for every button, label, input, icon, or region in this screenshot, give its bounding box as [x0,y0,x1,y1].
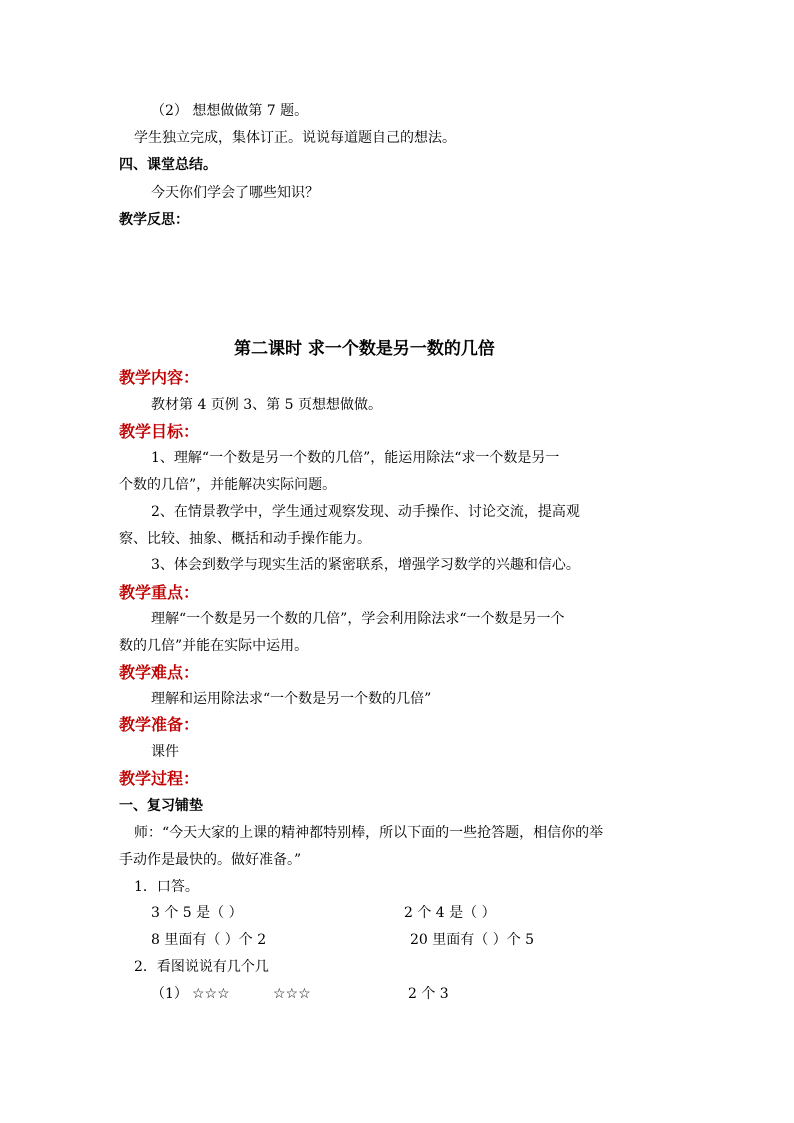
teacher-speech-line-1: 师：“今天大家的上课的精神都特别棒，所以下面的一些抢答题，相信你的举 [134,825,604,841]
question-2-item-label: （1） [151,986,188,1002]
question-2-label: 2．看图说说有几个几 [134,959,269,975]
goals-heading: 教学目标： [119,422,200,441]
key-point-heading: 教学重点： [119,583,200,602]
exercise-item-2: （2） 想想做做第 7 题。 [151,103,309,119]
question-2-answer: 2 个 3 [408,986,449,1002]
section-heading-summary: 四、课堂总结。 [119,157,217,173]
goal-1-line-2: 个数的几倍”，并能解决实际问题。 [119,477,337,493]
key-point-line-1: 理解“一个数是另一个数的几倍”，学会利用除法求“一个数是另一个 [151,611,565,627]
goal-2-line-2: 察、比较、抽象、概括和动手操作能力。 [119,531,371,547]
summary-question: 今天你们学会了哪些知识？ [151,185,319,201]
review-heading: 一、复习铺垫 [119,798,203,814]
difficulty-text: 理解和运用除法求“一个数是另一个数的几倍” [151,691,432,707]
process-heading: 教学过程： [119,769,200,788]
question-1-item-d: 20 里面有（ ）个 5 [410,932,535,948]
goal-3: 3、体会到数学与现实生活的紧密联系，增强学习数学的兴趣和信心。 [151,557,580,573]
preparation-text: 课件 [151,744,179,760]
question-1-item-c: 8 里面有（ ）个 2 [151,932,267,948]
question-1-item-b: 2 个 4 是（ ） [404,905,496,921]
difficulty-heading: 教学难点： [119,663,200,682]
star-group-1: ☆☆☆ [192,986,230,1002]
teacher-speech-line-2: 手动作是最快的。做好准备。” [119,852,302,868]
content-text: 教材第 4 页例 3、第 5 页想想做做。 [151,397,382,413]
star-group-2: ☆☆☆ [273,986,311,1002]
question-1-label: 1．口答。 [134,879,199,895]
student-activity-note: 学生独立完成，集体订正。说说每道题自己的想法。 [134,130,456,146]
preparation-heading: 教学准备： [119,715,200,734]
goal-1-line-1: 1、理解“一个数是另一个数的几倍”，能运用除法“求一个数是另一 [151,450,560,466]
question-1-item-a: 3 个 5 是（ ） [151,905,243,921]
goal-2-line-1: 2、在情景教学中，学生通过观察发现、动手操作、讨论交流，提高观 [151,504,580,520]
content-heading: 教学内容： [119,368,200,387]
reflection-heading: 教学反思： [119,212,189,228]
lesson-title: 第二课时 求一个数是另一数的几倍 [234,339,495,359]
key-point-line-2: 数的几倍”并能在实际中运用。 [119,638,309,654]
